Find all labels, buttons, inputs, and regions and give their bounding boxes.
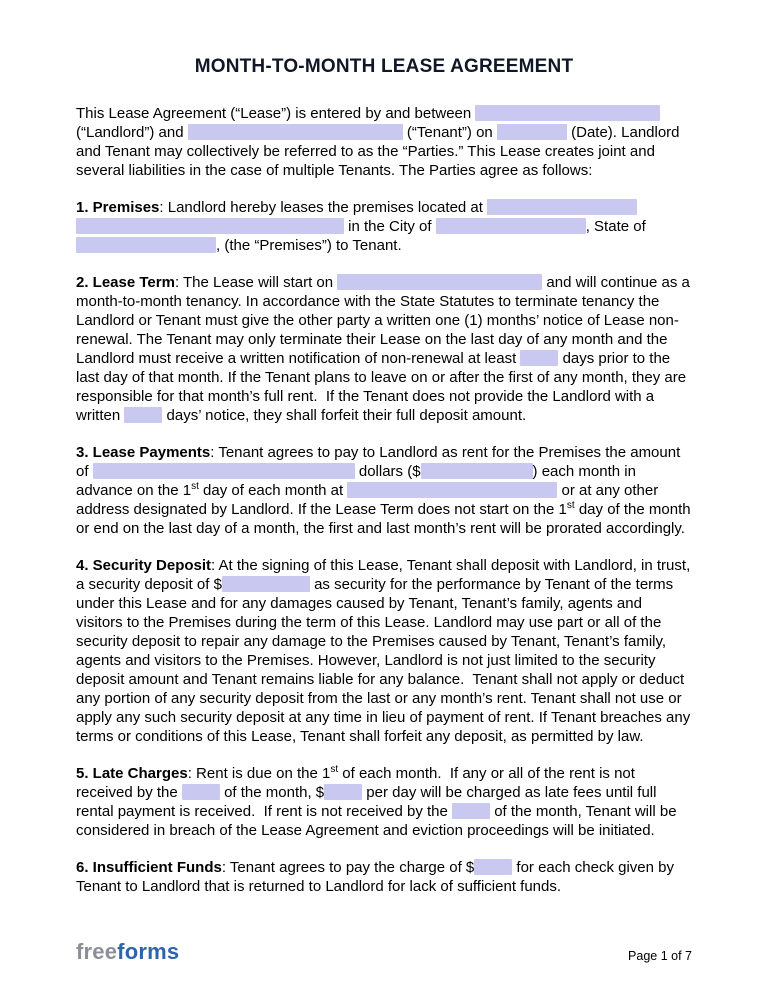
- ordinal-suffix: st: [191, 481, 199, 492]
- blank-field-landlord-name[interactable]: [475, 105, 660, 121]
- paragraph-lease-term: 2. Lease Term: The Lease will start on and will continue as a month-to-month tenancy. In accordance with the State Statutes to terminate tenancy the Landlord or Tenant must give the other party a written one (1) months’ notice of Lease non-renewal. The Tenant may only terminate their Lease on the last day of any month and the Landlord must receive a written notification of non-renewal at least days prior to the last day of that month. If the Tenant plans to leave on or after the first of any month, they are responsible for that month’s full rent. If the Tenant does not provide the Landlord with a written days’ notice, they shall forfeit their full deposit amount.: [76, 274, 695, 424]
- paragraph-late-charges: 5. Late Charges: Rent is due on the 1st of each month. If any or all of the rent is not received by the of the month, $ per day will be charged as late fees until full rental payment is received. If rent is not received by the of the month, Tenant will be considered in breach of the Lease Agreement and eviction proceedings will be initiated.: [76, 764, 681, 839]
- blank-field-premises-address-1[interactable]: [487, 199, 637, 215]
- blank-field-security-deposit-amount[interactable]: [222, 576, 310, 592]
- paragraph-insufficient-funds: 6. Insufficient Funds: Tenant agrees to pay the charge of $ for each check given by Tenant to Landlord that is returned to Landlord for lack of sufficient funds.: [76, 859, 678, 895]
- blank-field-rent-amount-number[interactable]: [421, 463, 533, 479]
- section-label-lease-payments: 3. Lease Payments: [76, 444, 211, 461]
- blank-field-rent-amount-words[interactable]: [93, 463, 355, 479]
- blank-field-nsf-fee[interactable]: [474, 859, 512, 875]
- blank-field-non-renewal-notice-days[interactable]: [520, 350, 558, 366]
- blank-field-forfeit-notice-days[interactable]: [124, 407, 162, 423]
- section-label-security-deposit: 4. Security Deposit: [76, 557, 212, 574]
- ordinal-suffix: st: [330, 764, 339, 775]
- blank-field-lease-start-date[interactable]: [337, 274, 542, 290]
- blank-field-city[interactable]: [436, 218, 586, 234]
- blank-field-late-fee-start-day[interactable]: [182, 784, 220, 800]
- page-number: Page 1 of 7: [628, 949, 692, 963]
- paragraph-lease-payments: 3. Lease Payments: Tenant agrees to pay to Landlord as rent for the Premises the amount of dollars ($ ) each month in advance on the 1st day of each month at or at any other address designated by Landlord. If the Lease Term does not start on the 1st day of the month or end on the last day of a month, the first and last month’s rent will be prorated accordingly.: [76, 444, 695, 537]
- blank-field-agreement-date[interactable]: [497, 124, 567, 140]
- section-label-premises: 1. Premises: [76, 199, 160, 216]
- blank-field-tenant-name[interactable]: [188, 124, 403, 140]
- paragraph-intro: This Lease Agreement (“Lease”) is entered by and between (“Landlord”) and (“Tenant”) on (Date). Landlord and Tenant may collectively be referred to as the “Parties.” This Lease creates joint and several liabilities in the case of multiple Tenants. The Parties agree as follows:: [76, 105, 684, 179]
- page-footer: [76, 941, 692, 963]
- blank-field-late-fee-per-day[interactable]: [324, 784, 362, 800]
- ordinal-suffix: st: [566, 500, 575, 511]
- document-title: MONTH-TO-MONTH LEASE AGREEMENT: [194, 56, 574, 77]
- blank-field-state[interactable]: [76, 237, 216, 253]
- section-label-insufficient-funds: 6. Insufficient Funds: [76, 859, 222, 876]
- document-body: [76, 104, 695, 896]
- logo-text-forms: forms: [117, 939, 180, 964]
- blank-field-payment-address[interactable]: [347, 482, 557, 498]
- blank-field-breach-day[interactable]: [452, 803, 490, 819]
- paragraph-security-deposit: 4. Security Deposit: At the signing of this Lease, Tenant shall deposit with Landlord, in trust, a security deposit of $ as security for the performance by Tenant of the terms under this Lease and for any damages caused by Tenant, Tenant’s family, agents and visitors to the Premises during the term of this Lease. Landlord may use part or all of the security deposit to repair any damage to the Premises caused by Tenant, Tenant’s family, agents and visitors to the Premises. However, Landlord is not just limited to the security deposit amount and Tenant remains liable for any balance. Tenant shall not apply or deduct any portion of any security deposit from the last or any month’s rent. Tenant shall not use or apply any such security deposit at any time in lieu of payment of rent. If Tenant breaches any terms or conditions of this Lease, Tenant shall forfeit any deposit, as permitted by law.: [76, 557, 695, 745]
- paragraph-premises: 1. Premises: Landlord hereby leases the premises located at in the City of , State of , (the “Premises”) to Tenant.: [76, 199, 650, 254]
- section-label-lease-term: 2. Lease Term: [76, 274, 175, 291]
- blank-field-premises-address-2[interactable]: [76, 218, 344, 234]
- freeforms-logo: [76, 941, 179, 963]
- logo-text-free: free: [76, 939, 118, 964]
- section-label-late-charges: 5. Late Charges: [76, 765, 188, 782]
